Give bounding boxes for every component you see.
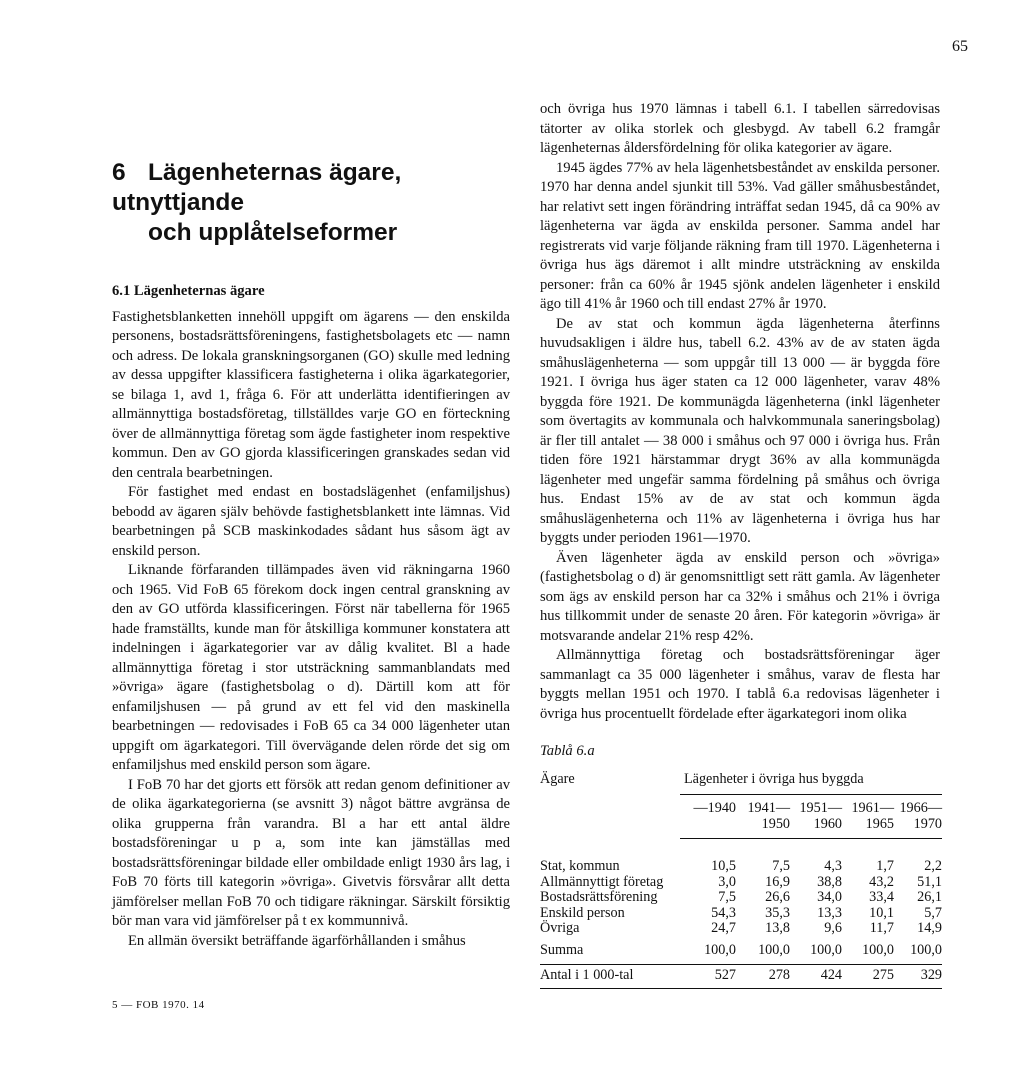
section-heading: 6.1 Lägenheternas ägare [112, 283, 265, 299]
paragraph: I FoB 70 har det gjorts ett försök att redan genom definitioner av de olika ägarkategorierna (se avsnitt 3) något bättre avgränsa de olika grupperna från varandra. Bl a har ett antal äldre bostadsföreningar u p a, som inte kan jämställas med bostadsrättsföreningar bildade eller ombildade enligt 1930 års lag, i FoB 70 förts till kategorin »övriga». Givetvis försvårar allt detta jämförelser mellan FoB 70 och tidigare räkningar. Särskilt försiktig bör man vara vid jämförelser på t ex kommunnivå. [112, 776, 510, 929]
table-caption: Tablå 6.a [540, 743, 595, 759]
page-number: 65 [952, 38, 968, 55]
paragraph: Liknande förfaranden tillämpades även vid räkningarna 1960 och 1965. Vid FoB 65 förekom dock ingen central granskning av den av GO utförda klassificeringen. Först när tabellerna för 1965 hade framställts, kunde man för åtskilliga kommuner konstatera att indelningen i ägarkategorier var av dålig kvalitet. Bl a hade allmännyttiga företag i stor utsträckning sammanblandats med »övriga» ägare (fastighetsbolag o d). Därtill kom att för enfamiljshusen — på grund av ett fel vid den maskinella bearbetningen — redovisades i FoB 65 ca 34 000 lägenheter utan uppgift om ägarkategori. Till övervägande delen rörde det sig om enfamiljshus med enskild person som ägare. [112, 562, 510, 773]
paragraph: 1945 ägdes 77% av hela lägenhetsbeståndet av enskilda personer. 1970 har denna andel sjunkit till 53%. Vad gäller småhusbeståndet, har relativt sett ingen förändring inträffat sedan 1945, då ca 90% av lägenheterna var ägda av enskilda personer. Samma andel har registrerats vid varje följande räkning fram till 1970. Lägenheterna i övriga hus ägs däremot i allt mindre utsträckning av enskilda personer: från ca 60% år 1945 sjönk andelen lägenheter i enskild ägo till 41% år 1960 och till endast 27% år 1970. [540, 159, 940, 312]
page-footer: 5 — FOB 1970. 14 [112, 999, 205, 1011]
paragraph: Även lägenheter ägda av enskild person och »övriga» (fastighetsbolag o d) är genomsnittligt sett rätt gamla. Av lägenheter som ägs av enskild person har ca 32% i småhus och 21% i övriga hus tillkommit under de senaste 20 åren. För kategorin »övriga» är motsvarande andelar 21% resp 42%. [540, 549, 940, 644]
chapter-title-line2: och upplåtelseformer [148, 219, 398, 246]
period-group-header: Lägenheter i övriga hus byggda [680, 768, 942, 795]
table-row: Allmännyttigt företag 3,0 16,9 38,8 43,2 51,1 [540, 873, 942, 890]
owner-table [540, 768, 942, 989]
paragraph: För fastighet med endast en bostadslägenhet (enfamiljshus) bebodd av ägaren själv behövde fastighetsblankett inte lämnas. Vid bearbetningen på SCB maskinkodades sådant hus såsom ägt av enskild person. [112, 484, 510, 559]
paragraph: En allmän översikt beträffande ägarförhållanden i småhus [128, 932, 466, 949]
paragraph: Fastighetsblanketten innehöll uppgift om ägarens — den enskilda personens, bostadsrättsföreningens, fastighetsbolagets etc — namn och adress. De lokala granskningsorganen (GO) skulle med ledning av dessa uppgifter klassificera fastigheterna i olika ägarkategorier, se bilaga 1, avd 1, fråga 6. För att underlätta identifieringen av allmännyttiga bostadsföretag, tillställdes varje GO en förteckning över de allmännyttiga företag som ägde fastigheter inom respektive kommun. Den av GO gjorda klassificeringen granskades sedan vid den centrala bearbetningen. [112, 308, 510, 481]
period-header: 1951— 1960 [790, 795, 842, 839]
chapter-heading [112, 158, 512, 248]
left-column [112, 282, 510, 951]
table-row: Enskild person 54,3 35,3 13,3 10,1 5,7 [540, 904, 942, 921]
paragraph: Allmännyttiga företag och bostadsrättsföreningar äger sammanlagt ca 35 000 lägenheter i småhus, varav de flesta har byggts mellan 1951 och 1970. I tablå 6.a redovisas lägenheter i övriga hus procentuellt fördelade efter ägarkategori inom olika [540, 647, 940, 722]
chapter-title-line1: Lägenheternas ägare, utnyttjande [112, 159, 402, 216]
paragraph: och övriga hus 1970 lämnas i tabell 6.1. I tabellen särredovisas tätorter av olika storlek och glesbygd. Av tabell 6.2 framgår lägenheternas åldersfördelning för olika kategorier av ägare. [540, 101, 940, 156]
paragraph: De av stat och kommun ägda lägenheterna återfinns huvudsakligen i äldre hus, tabell 6.2. 43% av de av staten ägda småhuslägenheterna — som uppgår till 13 000 — är byggda före 1921. I övriga hus äger staten ca 12 000 lägenheter, varav 48% byggda före 1921. De kommunägda lägenheterna (inkl lägenheter som övertagits av kommunala och halvkommunala saneringsbolag) är fler till antalet — 38 000 i småhus och 97 000 i övriga hus. Från tiden före 1921 härstammar drygt 36% av alla kommunägda lägenheter med ungefär samma fördelning på småhus och övriga hus. Endast 15% av de av stat och kommun ägda småhuslägenheterna och 11% av lägenheterna i övriga hus har byggts under perioden 1961—1970. [540, 315, 940, 546]
total-row: Antal i 1 000-tal 527 278 424 275 329 [540, 965, 942, 989]
right-column [540, 100, 940, 724]
period-header: —1940 [680, 795, 736, 839]
chapter-number: 6 [112, 159, 126, 186]
period-header: 1966— 1970 [894, 795, 942, 839]
table-row: Stat, kommun 10,5 7,5 4,3 1,7 2,2 [540, 857, 942, 874]
period-header: 1941— 1950 [736, 795, 790, 839]
table-row: Övriga 24,7 13,8 9,6 11,7 14,9 [540, 920, 942, 936]
period-header: 1961— 1965 [842, 795, 894, 839]
owner-column-header: Ägare [540, 771, 575, 787]
table-row: Bostadsrättsförening 7,5 26,6 34,0 33,4 26,1 [540, 889, 942, 905]
sum-row: Summa 100,0 100,0 100,0 100,0 100,0 [540, 941, 942, 958]
